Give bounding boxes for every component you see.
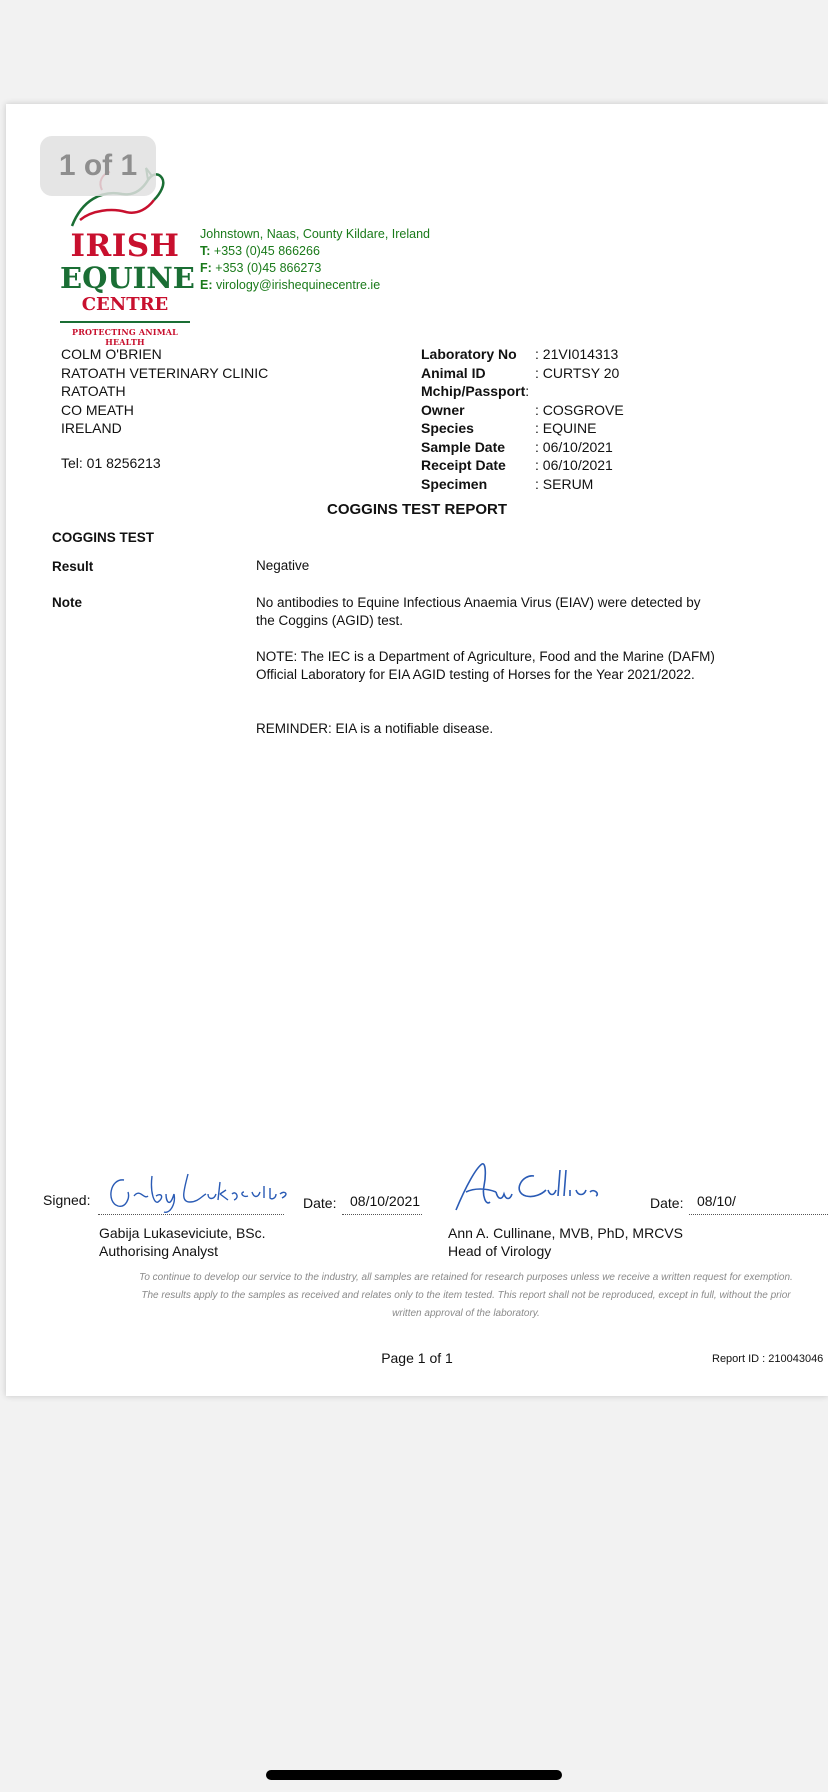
date-1-label: Date: bbox=[303, 1195, 337, 1211]
disclaimer bbox=[86, 1269, 828, 1323]
detail-row: Species : EQUINE bbox=[421, 420, 597, 436]
signature-1-image bbox=[104, 1168, 294, 1216]
note-paragraph-3: REMINDER: EIA is a notifiable disease. bbox=[256, 721, 494, 736]
signatory-1-name: Gabija Lukaseviciute, BSc. bbox=[99, 1225, 266, 1241]
signatory-1 bbox=[99, 1224, 266, 1260]
signatory-2 bbox=[448, 1224, 683, 1260]
note-label: Note bbox=[52, 595, 82, 610]
address-line: IRELAND bbox=[61, 420, 122, 436]
date-2-value: 08/10/ bbox=[697, 1193, 736, 1209]
note-paragraph-1: No antibodies to Equine Infectious Anaemia Virus (EIAV) were detected by the Coggins (AGID) test. bbox=[256, 595, 701, 628]
contact-phone: T: +353 (0)45 866266 bbox=[200, 244, 320, 258]
detail-row: Receipt Date : 06/10/2021 bbox=[421, 457, 613, 473]
signatory-2-role: Head of Virology bbox=[448, 1243, 552, 1259]
contact-block bbox=[200, 226, 430, 294]
logo-divider bbox=[60, 321, 190, 323]
date-2-line bbox=[689, 1214, 828, 1215]
date-1-line bbox=[342, 1214, 422, 1215]
signatory-2-name: Ann A. Cullinane, MVB, PhD, MRCVS bbox=[448, 1225, 683, 1241]
disclaimer-line-3: written approval of the laboratory. bbox=[392, 1308, 540, 1319]
logo-centre: CENTRE bbox=[81, 294, 169, 315]
home-indicator[interactable] bbox=[266, 1770, 562, 1780]
logo-equine: EQUINE bbox=[60, 261, 195, 295]
page-number: Page 1 of 1 bbox=[381, 1350, 453, 1366]
page-indicator-badge: 1 of 1 bbox=[40, 136, 156, 196]
detail-row: Animal ID : CURTSY 20 bbox=[421, 364, 620, 381]
detail-row: Laboratory No : 21VI014313 bbox=[421, 346, 619, 362]
contact-address: Johnstown, Naas, County Kildare, Ireland bbox=[200, 227, 430, 241]
signature-1-line bbox=[98, 1214, 284, 1215]
address-line: COLM O'BRIEN bbox=[61, 346, 162, 362]
signed-label: Signed: bbox=[43, 1192, 91, 1208]
disclaimer-line-2: The results apply to the samples as received and relates only to the item tested. This report shall not be reproduced, except in full, without the prior bbox=[141, 1290, 791, 1301]
date-2-label: Date: bbox=[650, 1195, 684, 1211]
logo-wordmark bbox=[60, 228, 195, 347]
report-id: Report ID : 210043046 bbox=[712, 1353, 824, 1365]
note-paragraph-2: NOTE: The IEC is a Department of Agriculture, Food and the Marine (DAFM) Official Laboratory for EIA AGID testing of Horses for the Year 2021/2022. bbox=[256, 649, 715, 682]
contact-email: E: virology@irishequinecentre.ie bbox=[200, 278, 381, 292]
test-heading: COGGINS TEST bbox=[52, 530, 155, 545]
logo-tagline: PROTECTING ANIMAL HEALTH bbox=[71, 327, 179, 347]
detail-row: Sample Date : 06/10/2021 bbox=[421, 438, 613, 455]
detail-row: Owner : COSGROVE bbox=[421, 401, 624, 418]
address-line: RATOATH bbox=[61, 383, 126, 399]
detail-row: Specimen : SERUM bbox=[421, 475, 594, 492]
result-label: Result bbox=[52, 559, 94, 574]
address-line: RATOATH VETERINARY CLINIC bbox=[61, 364, 269, 381]
result-value: Negative bbox=[256, 558, 310, 573]
date-1-value: 08/10/2021 bbox=[350, 1193, 421, 1209]
signature-2-image bbox=[446, 1156, 606, 1216]
address-line: CO MEATH bbox=[61, 401, 134, 418]
detail-row: Mchip/Passport : bbox=[421, 383, 530, 399]
logo-irish: IRISH bbox=[70, 228, 180, 264]
sample-details bbox=[421, 345, 624, 493]
contact-fax: F: +353 (0)45 866273 bbox=[200, 261, 322, 275]
disclaimer-line-1: To continue to develop our service to the industry, all samples are retained for research purposes unless we receive a written request for exemption. bbox=[139, 1272, 793, 1283]
recipient-address bbox=[61, 345, 268, 438]
report-title: COGGINS TEST REPORT bbox=[326, 501, 507, 518]
document-page bbox=[6, 104, 828, 1396]
recipient-tel: Tel: 01 8256213 bbox=[61, 455, 161, 471]
signatory-1-role: Authorising Analyst bbox=[99, 1243, 219, 1259]
